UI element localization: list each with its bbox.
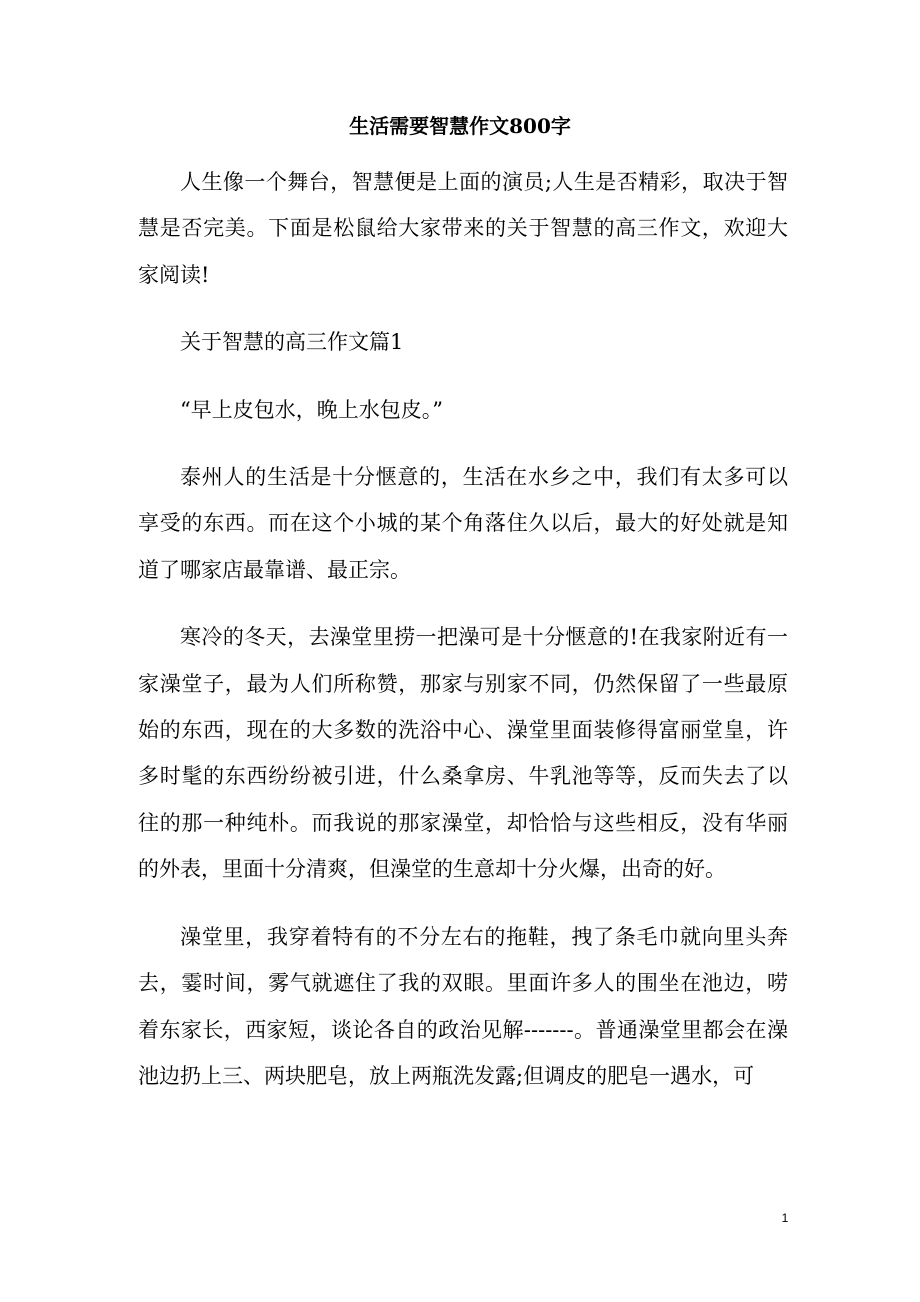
paragraph: 泰州人的生活是十分惬意的，生活在水乡之中，我们有太多可以享受的东西。而在这个小城的某个角落住久以后，最大的好处就是知道了哪家店最靠谱、最正宗。 — [138, 465, 788, 582]
document-body — [138, 159, 788, 1120]
section-heading: 关于智慧的高三作文篇1 — [180, 330, 404, 355]
page-number: 1 — [781, 1211, 789, 1225]
page-title: 生活需要智慧作文800字 — [349, 114, 571, 138]
paragraph-intro: 人生像一个舞台，智慧便是上面的演员;人生是否精彩，取决于智慧是否完美。下面是松鼠给大家带来的关于智慧的高三作文，欢迎大家阅读! — [138, 170, 788, 287]
paragraph-quote: “早上皮包水，晚上水包皮。” — [180, 397, 443, 422]
paragraph: 寒冷的冬天，去澡堂里捞一把澡可是十分惬意的!在我家附近有一家澡堂子，最为人们所称赞，那家与别家不同，仍然保留了一些最原始的东西，现在的大多数的洗浴中心、澡堂里面装修得富丽堂皇，许多时髦的东西纷纷被引进，什么桑拿房、牛乳池等等，反而失去了以往的那一种纯朴。而我说的那家澡堂，却恰恰与这些相反，没有华丽的外表，里面十分清爽，但澡堂的生意却十分火爆，出奇的好。 — [138, 625, 788, 882]
paragraph: 澡堂里，我穿着特有的不分左右的拖鞋，拽了条毛巾就向里头奔去，霎时间，雾气就遮住了我的双眼。里面许多人的围坐在池边，唠着东家长，西家短，谈论各自的政治见解-------。普通澡堂里都会在澡池边扔上三、两块肥皂，放上两瓶洗发露;但调皮的肥皂一遇水，可 — [138, 924, 788, 1088]
